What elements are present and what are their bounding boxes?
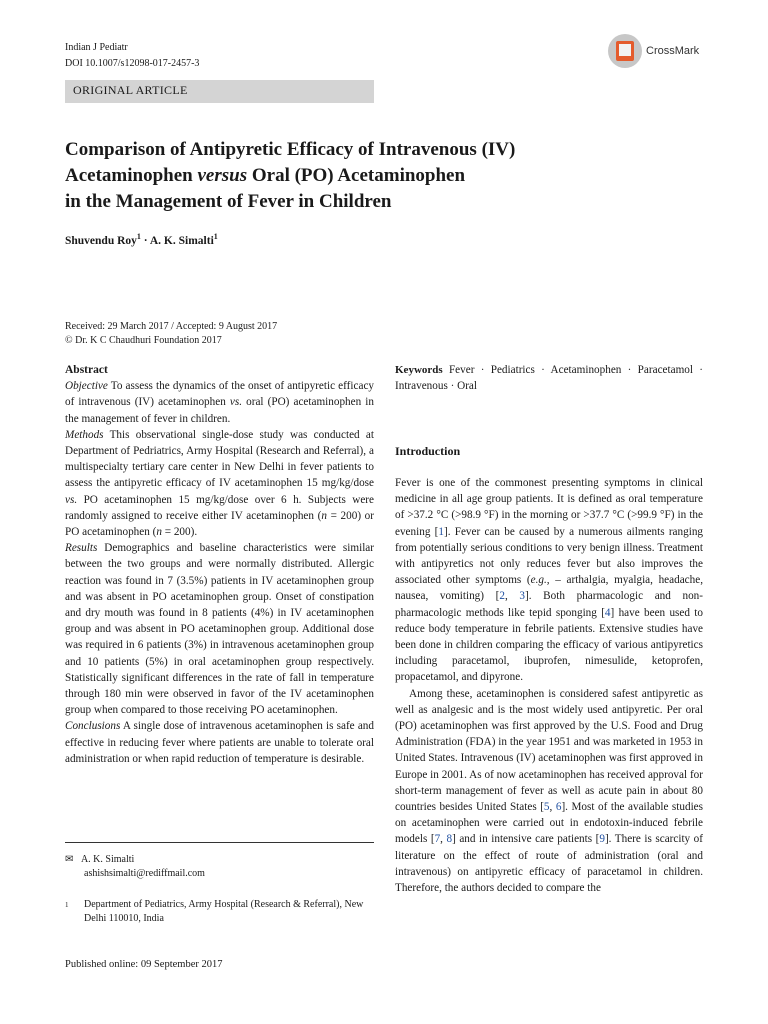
copyright: © Dr. K C Chaudhuri Foundation 2017 [65, 335, 222, 346]
intro-paragraph-1: Fever is one of the commonest presenting symptoms in clinical medicine in all age group patients. It is defined as oral temperature of >37.2 °C (>98.9 °F) in the morning or >37.7 °C (>99.9 °F) in the evening [1]. Fever can be caused by a numerous ailments ranging from potentially serious conditions to very benign illness. Treatment with antipyretics not only reduces fever but also improves the associated other symptoms (e.g., – arthalgia, myalgia, headache, nausea, vomiting) [2, 3]. Both pharmacologic and non-pharmacologic methods like tepid sponging [4] have been used to reduce body temperature in febrile patients. Extensive studies have been done in children comparing the efficacy of various antipyretics including paracetamol, ibuprofen, nimesulide, ketoprofen, propacetamol, and dipyrone. [395, 477, 704, 684]
citation-link[interactable]: 6 [555, 801, 562, 814]
abstract-results: Results Demographics and baseline characteristics were similar between the two groups and were normally distributed. Allergic reaction was found in 7 (3.5%) patients in IV acetaminophen group and was absent in PO acetaminophen group. Onset of constipation and dry mouth was found in 8 patients (4%) in IV acetaminophen group and was absent in PO acetaminophen group. Additional dose was required in 6 patients (3%) in intravenous acetaminophen group and 10 patients (5%) in oral acetaminophen group respectively. Statistically significant differences in the rate of fall in temperature through 180 min were observed in favor of the IV acetaminophen group when compared to those receiving PO acetaminophen. [65, 542, 374, 717]
correspondence [65, 853, 374, 881]
introduction-body [395, 475, 703, 896]
affiliation: 1 Department of Pediatrics, Army Hospital (Research & Referral), New Delhi 110010, India [65, 899, 364, 924]
keywords: Keywords Fever · Pediatrics · Acetaminophen · Paracetamol · Intravenous · Oral [395, 364, 703, 393]
citation-link[interactable]: 5 [543, 801, 550, 814]
citation-link[interactable]: 4 [604, 606, 611, 619]
article-title: Comparison of Antipyretic Efficacy of Intravenous (IV) Acetaminophen versus Oral (PO) Acetaminophen in the Management of Fever in Children [65, 139, 516, 212]
journal-name: Indian J Pediatr [65, 42, 128, 53]
article-type-badge: ORIGINAL ARTICLE [65, 80, 374, 103]
abstract-conclusions: Conclusions A single dose of intravenous acetaminophen is safe and effective in reducing fever where patients are unable to tolerate oral administration or when rapid reduction of temperature is desirable. [65, 720, 374, 765]
crossmark-badge[interactable] [608, 34, 699, 68]
author-email[interactable]: ashishsimalti@rediffmail.com [84, 868, 205, 879]
citation-link[interactable]: 9 [599, 833, 605, 846]
abstract-methods: Methods This observational single-dose study was conducted at Department of Pedriatrics, Army Hospital (Research and Referral), a multispecialty tertiary care center in New Delhi in fever patients to assess the antipyretic efficacy of IV acetaminophen 15 mg/kg/dose vs. PO acetaminophen 15 mg/kg/dose over 6 h. Subjects were randomly assigned to receive either IV acetaminophen (n = 200) or PO acetaminophen (n = 200). [65, 428, 374, 539]
abstract [65, 362, 374, 767]
abstract-heading: Abstract [65, 364, 108, 376]
citation-link[interactable]: 8 [446, 833, 453, 846]
crossmark-label: CrossMark [646, 45, 700, 57]
footnote-divider [65, 842, 374, 843]
received-dates: Received: 29 March 2017 / Accepted: 9 August 2017 [65, 321, 278, 332]
introduction-heading: Introduction [395, 444, 461, 458]
intro-paragraph-2: Among these, acetaminophen is considered safest antipyretic as well as analgesic and is the most widely used antipyretic. Per oral (PO) acetaminophen was first approved by the U.S. Food and Drug Administration (FDA) in the year 1951 and was marketed in 1953 in United States. Intravenous (IV) acetaminophen was first approved in Europe in 2001. As of now acetaminophen has received approval for short-term management of fever as well as acute pain in about 80 countries besides United States [5, 6]. Most of the available studies on acetaminophen were carried out in endotoxin-induced febrile models [7, 8] and in intensive care patients [9]. There is scarcity of literature on the effect of route of administration (oral and intravenous) on antipyretic efficacy of paracetamol in children. Therefore, the authors decided to compare the [395, 687, 704, 895]
published-date: Published online: 09 September 2017 [65, 959, 223, 970]
abstract-objective: Objective To assess the dynamics of the onset of antipyretic efficacy of intravenous (IV) acetaminophen vs. oral (PO) acetaminophen in the management of fever in children. [65, 380, 374, 425]
crossmark-icon [608, 34, 642, 68]
envelope-icon: ✉ [65, 854, 74, 865]
author-list: Shuvendu Roy$^1$ · A. K. Simalti$^1$ [65, 232, 218, 247]
corresponding-author: A. K. Simalti [80, 854, 135, 865]
citation-link[interactable]: 7 [434, 833, 441, 846]
citation-link[interactable]: 1 [438, 525, 444, 538]
citation-link[interactable]: 3 [519, 590, 526, 603]
doi[interactable]: DOI 10.1007/s12098-017-2457-3 [65, 58, 200, 69]
citation-link[interactable]: 2 [499, 590, 505, 603]
